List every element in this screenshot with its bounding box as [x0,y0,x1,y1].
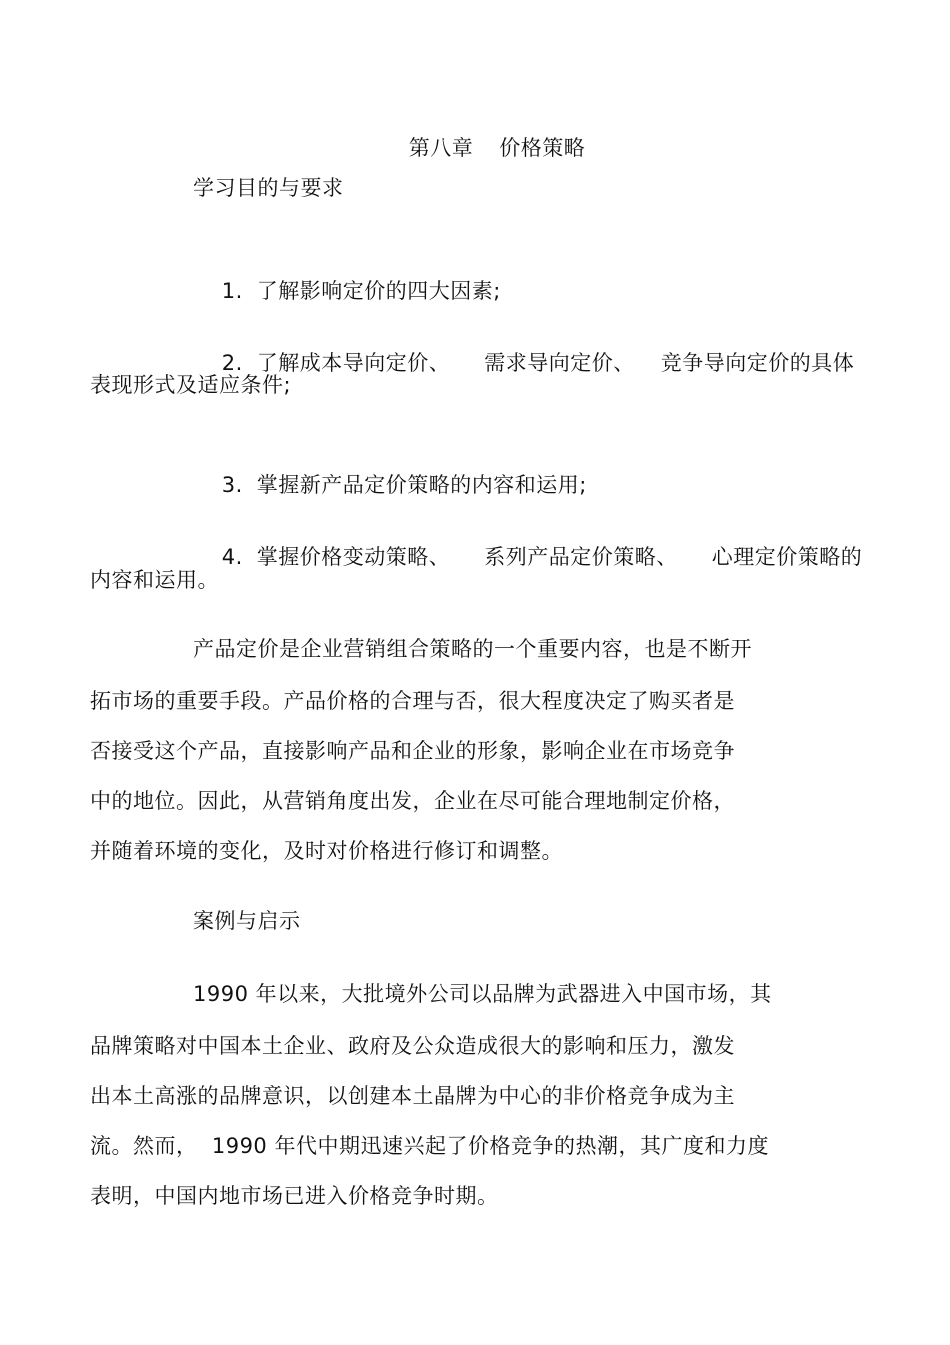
objective-text-c: 竞争导向定价的具体 [660,351,855,375]
objective-text-b: 系列产品定价策略、 [484,545,678,569]
objective-text-b: 需求导向定价、 [484,351,635,375]
objective-text: 掌握新产品定价策略的内容和运用; [256,473,587,497]
intro-line-5: 并随着环境的变化，及时对价格进行修订和调整。 [90,839,563,863]
objective-2-line-1 [193,318,854,408]
case-line-5: 表明，中国内地市场已进入价格竞争时期。 [90,1184,499,1208]
intro-line-3: 否接受这个产品，直接影响产品和企业的形象，影响企业在市场竞争 [90,739,735,763]
objective-4-line-1 [193,512,862,602]
chapter-title [380,103,585,193]
objective-4-line-2: 内容和运用。 [90,568,219,592]
intro-line-1: 产品定价是企业营销组合策略的一个重要内容，也是不断开 [193,637,752,661]
objective-number: 3. [221,473,243,497]
intro-line-4: 中的地位。因此，从营销角度出发，企业在尽可能合理地制定价格， [90,789,735,813]
case-line-4: 流。然而， 1990 年代中期迅速兴起了价格竞争的热潮，其广度和力度 [90,1134,769,1158]
objective-2-line-2: 表现形式及适应条件; [90,373,292,397]
objectives-heading: 学习目的与要求 [193,176,344,200]
objective-number: 2. [221,351,243,375]
objective-text-a: 了解成本导向定价、 [256,351,451,375]
intro-line-2: 拓市场的重要手段。产品价格的合理与否，很大程度决定了购买者是 [90,689,735,713]
chapter-name: 价格策略 [499,136,586,160]
objective-number: 1. [221,279,243,303]
case-heading: 案例与启示 [193,909,301,933]
case-line-3: 出本土高涨的品牌意识，以创建本土晶牌为中心的非价格竞争成为主 [90,1084,735,1108]
case-line-2: 品牌策略对中国本土企业、政府及公众造成很大的影响和压力，激发 [90,1034,735,1058]
chapter-number: 第八章 [408,136,474,160]
objective-text-c: 心理定价策略的 [711,545,863,569]
objective-text: 了解影响定价的四大因素; [256,279,501,303]
objective-text-a: 掌握价格变动策略、 [256,545,451,569]
objective-number: 4. [221,545,243,569]
case-line-1: 1990 年以来，大批境外公司以品牌为武器进入中国市场，其 [193,982,772,1006]
